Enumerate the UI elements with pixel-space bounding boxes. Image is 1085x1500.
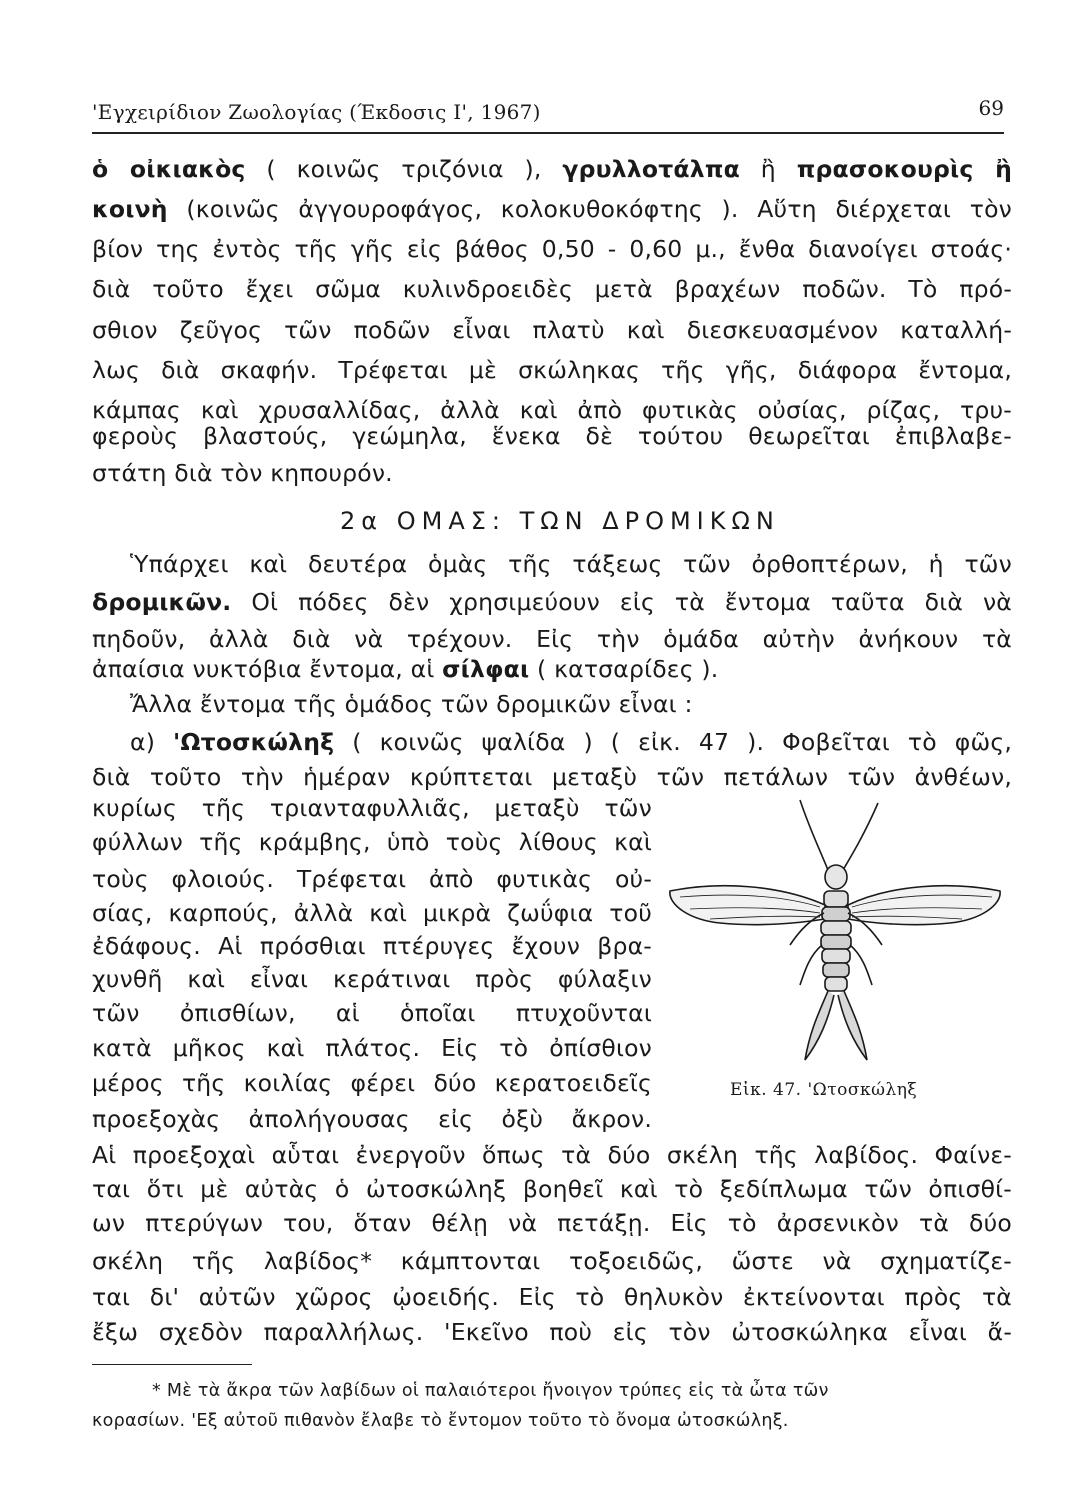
text-line: φύλλων τῆς κράμβης, ὑπὸ τοὺς λίθους καὶ [92,828,652,856]
forceps-left [805,991,834,1060]
bold-term: ὁ οἰκιακὸς [92,155,246,183]
text-line: τῶν ὀπισθίων, αἱ ὁποῖαι πτυχοῦνται [92,999,652,1027]
text-line [92,652,1012,686]
text-line: στάτη διὰ τὸν κηπουρόν. [92,459,393,487]
text-span: Οἱ πόδες δὲν χρησιμεύουν εἰς τὰ ἔντομα ταῦτα διὰ νὰ [231,588,1012,616]
footnote-line: * Μὲ τὰ ἄκρα τῶν λαβίδων οἱ παλαιότεροι ἤνοιγον τρύπες εἰς τὰ ὦτα τῶν [152,1381,829,1401]
text-line: διὰ τοῦτο ἔχει σῶμα κυλινδροειδὲς μετὰ βραχέων ποδῶν. Τὸ πρό- [92,275,1012,303]
wing-right [848,886,1000,925]
text-line [130,725,1012,759]
running-title: 'Εγχειρίδιον Ζωολογίας (Έκδοσις Ι', 1967) [92,100,541,124]
forceps-right [838,991,867,1060]
text-line: φεροὺς βλαστούς, γεώμηλα, ἕνεκα δὲ τούτου θεωρεῖται ἐπιβλαβε- [92,422,1012,450]
text-line [92,192,1012,226]
figure-caption: Εἰκ. 47. 'Ωτοσκώληξ [730,1080,918,1100]
antenna-right [840,803,878,875]
running-header [92,96,1004,134]
page-number: 69 [978,96,1004,120]
text-span: (κοινῶς ἀγγουροφάγος, κολοκυθοκόφτης ). Αὕτη διέρχεται τὸν [167,195,1012,223]
text-span: ἀπαίσια νυκτόβια ἔντομα, αἱ [92,655,443,683]
wing-left [670,886,825,925]
bold-term: δρομικῶν. [92,588,232,616]
text-line: κυρίως τῆς τριανταφυλλιᾶς, μεταξὺ τῶν [92,794,652,822]
text-line: πηδοῦν, ἀλλὰ διὰ νὰ τρέχουν. Εἰς τὴν ὁμάδα αὐτὴν ἀνήκουν τὰ [92,625,1012,653]
text-line: ται ὅτι μὲ αὐτὰς ὁ ὠτοσκώληξ βοηθεῖ καὶ τὸ ξεδίπλωμα τῶν ὀπισθί- [92,1175,1012,1203]
bold-term: κοινὴ [92,195,168,223]
head [825,865,847,889]
text-line: Αἱ προεξοχαὶ αὗται ἐνεργοῦν ὅπως τὰ δύο σκέλη τῆς λαβίδος. Φαίνε- [92,1141,1012,1169]
text-line: Ἄλλα ἔντομα τῆς ὁμάδος τῶν δρομικῶν εἶναι : [130,690,693,718]
text-line [92,585,1012,619]
text-line: ἔξω σχεδὸν παραλλήλως. 'Εκεῖνο ποὺ εἰς τὸν ὠτοσκώληκα εἶναι ἄ- [92,1318,1012,1346]
footnote-line: κορασίων. 'Εξ αὐτοῦ πιθανὸν ἔλαβε τὸ ἔντομον τοῦτο τὸ ὄνομα ὠτοσκώληξ. [92,1411,789,1431]
text-line: Ὑπάρχει καὶ δευτέρα ὁμὰς τῆς τάξεως τῶν ὀρθοπτέρων, ἡ τῶν [130,550,1012,578]
bold-term: γρυλλοτάλπα [562,155,740,183]
text-line: τοὺς φλοιούς. Τρέφεται ἀπὸ φυτικὰς οὐ- [92,865,652,893]
footnote-rule [92,1364,252,1365]
bold-term: πρασοκουρὶς ἢ [796,155,1013,183]
text-span: ( κοινῶς τριζόνια ), [245,155,563,183]
text-line: λως διὰ σκαφήν. Τρέφεται μὲ σκώληκας τῆς γῆς, διάφορα ἔντομα, [92,356,1012,384]
antenna-left [800,800,830,875]
text-line: μέρος τῆς κοιλίας φέρει δύο κερατοειδεῖς [92,1069,652,1097]
earwig-figure [660,795,1010,1075]
text-line: διὰ τοῦτο τὴν ἡμέραν κρύπτεται μεταξὺ τῶν πετάλων τῶν ἀνθέων, [92,763,1012,791]
text-line: κάμπας καὶ χρυσαλλίδας, ἀλλὰ καὶ ἀπὸ φυτικὰς οὐσίας, ρίζας, τρυ- [92,396,1012,424]
section-heading: 2α ΟΜΑΣ: ΤΩΝ ΔΡΟΜΙΚΩΝ [340,507,780,535]
text-line: ων πτερύγων του, ὅταν θέλῃ νὰ πετάξῃ. Εἰς τὸ ἀρσενικὸν τὰ δύο [92,1209,1012,1237]
text-line: ἐδάφους. Αἱ πρόσθιαι πτέρυγες ἔχουν βρα- [92,932,652,960]
text-line: σκέλη τῆς λαβίδος* κάμπτονται τοξοειδῶς, ὥστε νὰ σχηματίζε- [92,1247,1012,1275]
text-line: σίας, καρπούς, ἀλλὰ καὶ μικρὰ ζωΰφια τοῦ [92,899,652,927]
bold-term: 'Ωτοσκώληξ [173,728,335,756]
text-span: ( κοινῶς ψαλίδα ) ( εἰκ. 47 ). Φοβεῖται τὸ φῶς, [334,728,1013,756]
text-span: ἢ [739,155,797,183]
text-line: βίον της ἐντὸς τῆς γῆς εἰς βάθος 0,50 - 0,60 μ., ἔνθα διανοίγει στοάς· [92,235,1012,263]
text-span: ( κατσαρίδες ). [529,655,719,683]
text-span: α) [130,728,174,756]
text-line: χυνθῆ καὶ εἶναι κεράτιναι πρὸς φύλαξιν [92,965,652,993]
bold-term: σίλφαι [442,655,530,683]
text-line: σθιον ζεῦγος τῶν ποδῶν εἶναι πλατὺ καὶ διεσκευασμένον καταλλή- [92,316,1012,344]
text-line [92,152,1012,186]
earwig-illustration [660,795,1010,1075]
text-line: προεξοχὰς ἀπολήγουσας εἰς ὀξὺ ἄκρον. [92,1105,652,1133]
text-line: ται δι' αὐτῶν χῶρος ᾠοειδής. Εἰς τὸ θηλυκὸν ἐκτείνονται πρὸς τὰ [92,1283,1012,1311]
text-line: κατὰ μῆκος καὶ πλάτος. Εἰς τὸ ὀπίσθιον [92,1034,652,1062]
